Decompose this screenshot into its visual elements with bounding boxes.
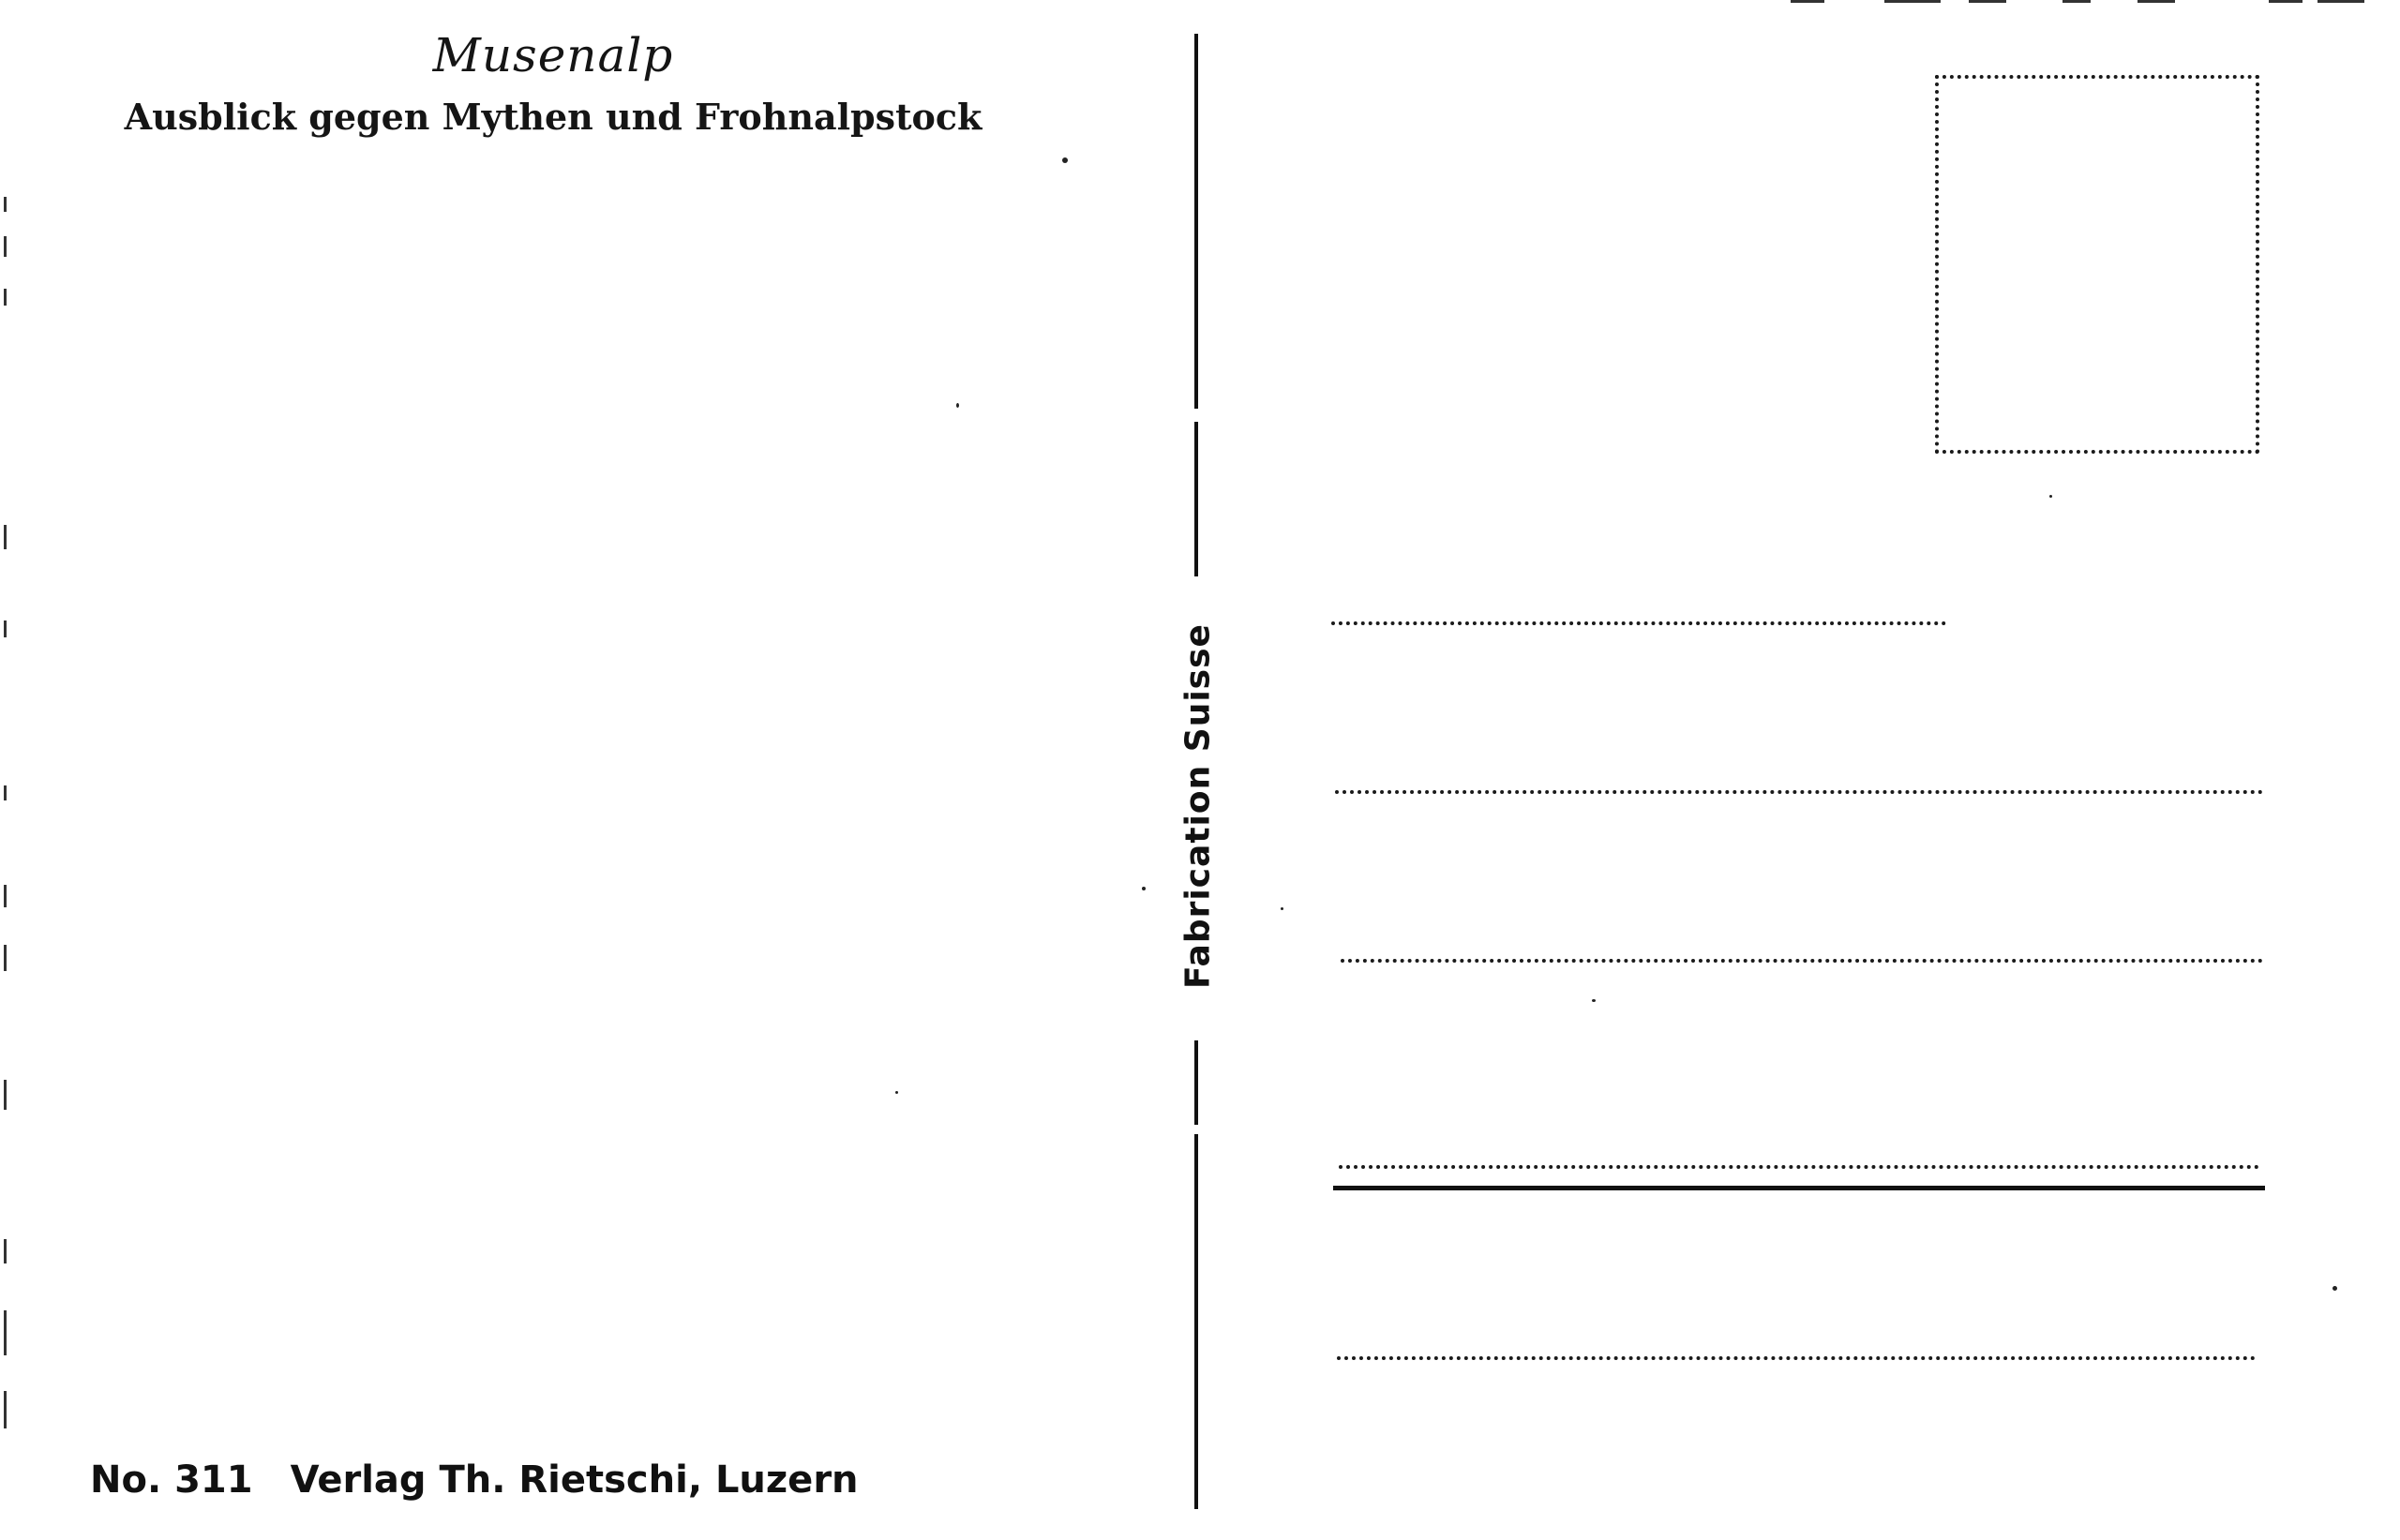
- edge-mark: [4, 620, 7, 637]
- postcard-subtitle: Ausblick gegen Mythen und Frohnalpstock: [124, 96, 982, 138]
- edge-mark: [4, 885, 7, 907]
- print-speck: [1281, 907, 1283, 910]
- edge-mark: [1884, 0, 1941, 3]
- print-speck: [2049, 495, 2052, 498]
- print-speck: [895, 1091, 898, 1094]
- edge-mark: [2318, 0, 2364, 3]
- edge-mark: [4, 785, 7, 800]
- postcard-title: Musenalp: [432, 28, 674, 82]
- edge-mark: [1791, 0, 1824, 3]
- edge-mark: [2062, 0, 2091, 3]
- edge-mark: [2269, 0, 2302, 3]
- stamp-box: [1935, 75, 2259, 454]
- edge-mark: [4, 525, 7, 549]
- publisher-imprint: [90, 1458, 859, 1502]
- edge-mark: [4, 1391, 7, 1428]
- edge-mark: [4, 1239, 7, 1263]
- address-line: [1341, 959, 2263, 963]
- divider-line-upper: [1194, 422, 1198, 576]
- print-speck: [956, 403, 959, 408]
- address-line: [1337, 1356, 2256, 1360]
- print-speck: [1592, 999, 1596, 1002]
- divider-line-lower: [1194, 1040, 1198, 1125]
- print-speck: [1142, 887, 1146, 890]
- edge-mark: [4, 236, 7, 257]
- publisher-name: Verlag Th. Rietschi, Luzern: [290, 1458, 859, 1502]
- edge-mark: [1969, 0, 2006, 3]
- publisher-number: No. 311: [90, 1458, 253, 1502]
- edge-mark: [4, 197, 7, 212]
- edge-mark: [4, 945, 7, 971]
- divider-line-bottom: [1194, 1134, 1198, 1509]
- divider-line-top: [1194, 34, 1198, 409]
- edge-mark: [4, 289, 7, 306]
- address-line: [1331, 621, 1946, 625]
- address-underline: [1333, 1186, 2265, 1190]
- address-line: [1339, 1165, 2259, 1169]
- edge-mark: [4, 1310, 7, 1355]
- address-line: [1335, 790, 2263, 794]
- edge-mark: [4, 1080, 7, 1110]
- print-speck: [2332, 1286, 2337, 1291]
- print-speck: [1062, 157, 1068, 163]
- edge-mark: [2138, 0, 2175, 3]
- divider-label: Fabrication Suisse: [1178, 623, 1218, 989]
